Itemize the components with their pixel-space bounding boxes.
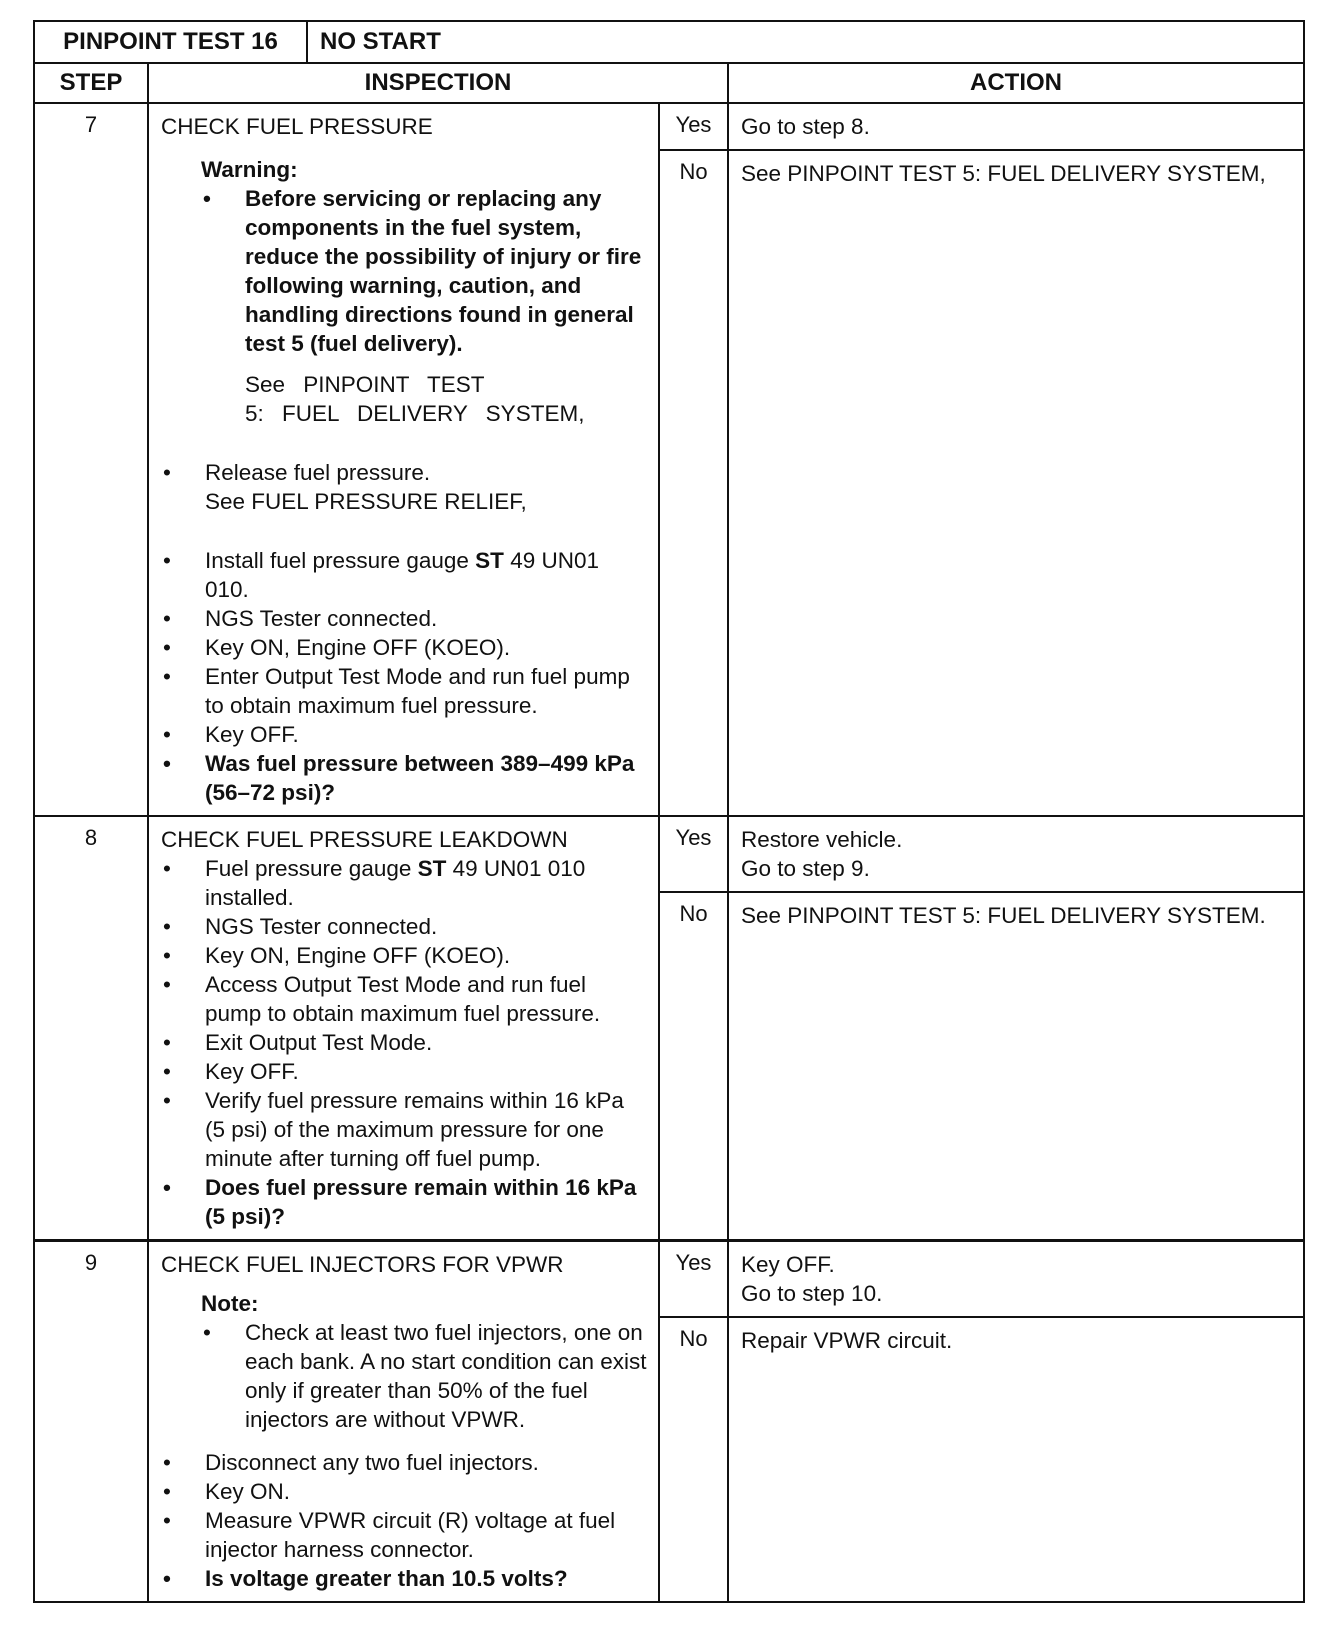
- step-8-no-action: See PINPOINT TEST 5: FUEL DELIVERY SYSTEM.: [728, 892, 1304, 1241]
- list-item: [161, 546, 648, 604]
- step-7-warning-text: • Before servicing or replacing any components in the fuel system, reduce the possibility of injury or fire following warning, caution, and handling directions found in general test 5 (fuel delivery).: [201, 184, 648, 358]
- step-8-yes-label: Yes: [659, 816, 728, 892]
- step-8-yes-action-1: Restore vehicle.: [741, 827, 903, 852]
- list-item: [161, 854, 648, 912]
- step-7-bullet-1-line-2: See FUEL PRESSURE RELIEF,: [205, 489, 527, 514]
- test-label: PINPOINT TEST 16: [34, 21, 307, 63]
- step-9-number: 9: [34, 1241, 148, 1603]
- step-7-warning-see-2: 5: FUEL DELIVERY SYSTEM,: [245, 401, 585, 426]
- action-column-header: ACTION: [728, 63, 1304, 103]
- step-column-header: STEP: [34, 63, 148, 103]
- list-item: • Key ON.: [161, 1477, 648, 1506]
- step-9-title: CHECK FUEL INJECTORS FOR VPWR: [161, 1252, 564, 1277]
- step-7-warning: [161, 155, 648, 358]
- list-item: • Disconnect any two fuel injectors.: [161, 1448, 648, 1477]
- list-item: • Key OFF.: [161, 720, 648, 749]
- step-7-number: 7: [34, 103, 148, 816]
- step-9-yes-label: Yes: [659, 1241, 728, 1318]
- step-7-bullet-2-pre: Install fuel pressure gauge: [205, 548, 476, 573]
- step-9-note-label: Note:: [201, 1291, 259, 1316]
- list-item: • NGS Tester connected.: [161, 912, 648, 941]
- step-8-no-label: No: [659, 892, 728, 1241]
- step-9-inspection: [148, 1241, 659, 1603]
- list-item: • Enter Output Test Mode and run fuel pump to obtain maximum fuel pressure.: [161, 662, 648, 720]
- step-7-yes-label: Yes: [659, 103, 728, 150]
- step-9-no-label: No: [659, 1317, 728, 1602]
- step-8-yes-action-2: Go to step 9.: [741, 856, 870, 881]
- pinpoint-test-page: [33, 20, 1303, 1603]
- list-item: • Key ON, Engine OFF (KOEO).: [161, 633, 648, 662]
- list-item: • Access Output Test Mode and run fuel pump to obtain maximum fuel pressure.: [161, 970, 648, 1028]
- step-7-bullet-2-post: 49 UN01 010.: [205, 548, 599, 602]
- step-7-warning-see: [161, 370, 648, 428]
- list-item: • Exit Output Test Mode.: [161, 1028, 648, 1057]
- step-7-row-yes: [34, 103, 1304, 150]
- step-7-inspection: [148, 103, 659, 816]
- list-item: • NGS Tester connected.: [161, 604, 648, 633]
- step-7-title: CHECK FUEL PRESSURE: [161, 114, 433, 139]
- step-9-bullets: [161, 1448, 648, 1593]
- step-7-bullets-a: [161, 458, 648, 516]
- list-item: • Measure VPWR circuit (R) voltage at fuel injector harness connector.: [161, 1506, 648, 1564]
- step-9-yes-action-1: Key OFF.: [741, 1252, 835, 1277]
- list-item: • Key OFF.: [161, 1057, 648, 1086]
- step-7-bullet-1-line-1: • Release fuel pressure.: [205, 460, 431, 485]
- list-item: • Key ON, Engine OFF (KOEO).: [161, 941, 648, 970]
- list-item: • Is voltage greater than 10.5 volts?: [161, 1564, 648, 1593]
- step-8-number: 8: [34, 816, 148, 1241]
- step-9-note: [161, 1289, 648, 1434]
- list-item: • Was fuel pressure between 389–499 kPa (56–72 psi)?: [161, 749, 648, 807]
- list-item: • Does fuel pressure remain within 16 kPa (5 psi)?: [161, 1173, 648, 1231]
- step-9-note-text: • Check at least two fuel injectors, one on each bank. A no start condition can exist only if greater than 50% of the fuel injectors are without VPWR.: [201, 1318, 648, 1434]
- step-7-no-label: No: [659, 150, 728, 816]
- step-8-bullets: [161, 854, 648, 1231]
- step-9-yes-action-2: Go to step 10.: [741, 1281, 883, 1306]
- step-7-bullets-b: [161, 546, 648, 807]
- column-header-row: [34, 63, 1304, 103]
- test-header-row: [34, 21, 1304, 63]
- pinpoint-test-table: [33, 20, 1305, 1603]
- step-8-row-yes: [34, 816, 1304, 892]
- step-9-row-yes: [34, 1241, 1304, 1318]
- step-7-yes-action: Go to step 8.: [728, 103, 1304, 150]
- step-7-warning-label: Warning:: [201, 157, 298, 182]
- step-8-bullet-1-post: 49 UN01 010 installed.: [205, 856, 586, 910]
- step-8-title: CHECK FUEL PRESSURE LEAKDOWN: [161, 827, 568, 852]
- step-7-bullet-2-bold: ST: [475, 548, 504, 573]
- list-item: • Verify fuel pressure remains within 16 kPa (5 psi) of the maximum pressure for one minute after turning off fuel pump.: [161, 1086, 648, 1173]
- step-9-no-action: Repair VPWR circuit.: [728, 1317, 1304, 1602]
- step-9-yes-action: [728, 1241, 1304, 1318]
- step-8-inspection: [148, 816, 659, 1241]
- step-7-warning-see-1: See PINPOINT TEST: [245, 372, 485, 397]
- step-7-no-action: See PINPOINT TEST 5: FUEL DELIVERY SYSTEM,: [728, 150, 1304, 816]
- test-name: NO START: [307, 21, 1304, 63]
- step-8-bullet-1-pre: Fuel pressure gauge: [205, 856, 418, 881]
- inspection-column-header: INSPECTION: [148, 63, 728, 103]
- step-8-bullet-1-bold: ST: [417, 856, 447, 881]
- step-8-yes-action: [728, 816, 1304, 892]
- list-item: [161, 458, 648, 516]
